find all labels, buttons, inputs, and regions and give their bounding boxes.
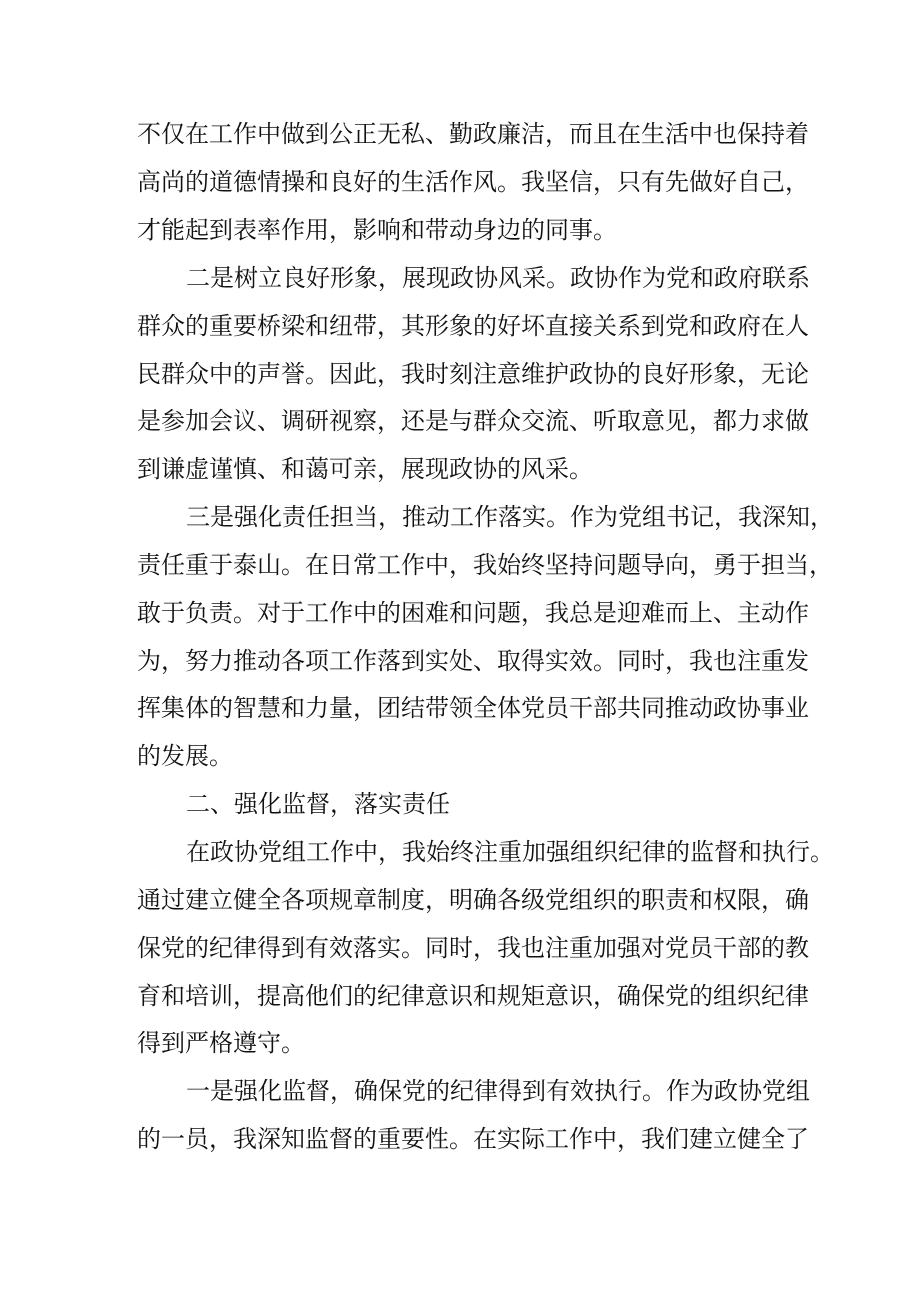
text-line xyxy=(0,210,920,250)
text-line xyxy=(0,114,920,154)
text-line-content: 民群众中的声誉。因此，我时刻注意维护政协的良好形象，无论 xyxy=(137,360,809,388)
text-line-content: 的一员，我深知监督的重要性。在实际工作中，我们建立健全了 xyxy=(137,1125,809,1153)
text-line xyxy=(0,162,920,202)
text-line-content: 在政协党组工作中，我始终注重加强组织纪律的监督和执行。 xyxy=(186,838,834,866)
text-line xyxy=(0,306,920,346)
text-line-content: 到谦虚谨慎、和蔼可亲，展现政协的风采。 xyxy=(137,455,593,483)
text-line-content: 三是强化责任担当，推动工作落实。作为党组书记，我深知， xyxy=(186,503,834,531)
text-line xyxy=(0,545,920,585)
section-heading xyxy=(0,784,920,824)
text-line xyxy=(0,1119,920,1159)
text-line-content: 才能起到表率作用，影响和带动身边的同事。 xyxy=(137,216,617,244)
paragraph-first-line xyxy=(0,832,920,872)
text-line-content: 敢于负责。对于工作中的困难和问题，我总是迎难而上、主动作 xyxy=(137,599,809,627)
text-line-content: 高尚的道德情操和良好的生活作风。我坚信，只有先做好自己， xyxy=(137,168,809,196)
text-line-content: 责任重于泰山。在日常工作中，我始终坚持问题导向，勇于担当， xyxy=(137,551,833,579)
text-line xyxy=(0,736,920,776)
text-line-content: 通过建立健全各项规章制度，明确各级党组织的职责和权限，确 xyxy=(137,886,809,914)
text-line-content: 一是强化监督，确保党的纪律得到有效执行。作为政协党组 xyxy=(186,1077,810,1105)
text-line xyxy=(0,593,920,633)
text-line xyxy=(0,928,920,968)
text-line xyxy=(0,641,920,681)
text-line xyxy=(0,354,920,394)
text-line-content: 不仅在工作中做到公正无私、勤政廉洁，而且在生活中也保持着 xyxy=(137,120,809,148)
text-line xyxy=(0,401,920,441)
text-line xyxy=(0,449,920,489)
text-line xyxy=(0,1023,920,1063)
text-line-content: 的发展。 xyxy=(137,742,233,770)
section-heading-text: 二、强化监督，落实责任 xyxy=(186,790,450,818)
text-line-content: 挥集体的智慧和力量，团结带领全体党员干部共同推动政协事业 xyxy=(137,694,809,722)
paragraph-first-line xyxy=(0,497,920,537)
text-line-content: 为，努力推动各项工作落到实处、取得实效。同时，我也注重发 xyxy=(137,647,809,675)
text-line-content: 育和培训，提高他们的纪律意识和规矩意识，确保党的组织纪律 xyxy=(137,982,809,1010)
text-line-content: 二是树立良好形象，展现政协风采。政协作为党和政府联系 xyxy=(186,264,810,292)
text-line xyxy=(0,688,920,728)
text-line-content: 是参加会议、调研视察，还是与群众交流、听取意见，都力求做 xyxy=(137,407,809,435)
text-line-content: 保党的纪律得到有效落实。同时，我也注重加强对党员干部的教 xyxy=(137,934,809,962)
text-line xyxy=(0,976,920,1016)
text-line xyxy=(0,880,920,920)
text-line-content: 群众的重要桥梁和纽带，其形象的好坏直接关系到党和政府在人 xyxy=(137,312,809,340)
paragraph-first-line xyxy=(0,1071,920,1111)
text-line-content: 得到严格遵守。 xyxy=(137,1029,305,1057)
paragraph-first-line xyxy=(0,258,920,298)
